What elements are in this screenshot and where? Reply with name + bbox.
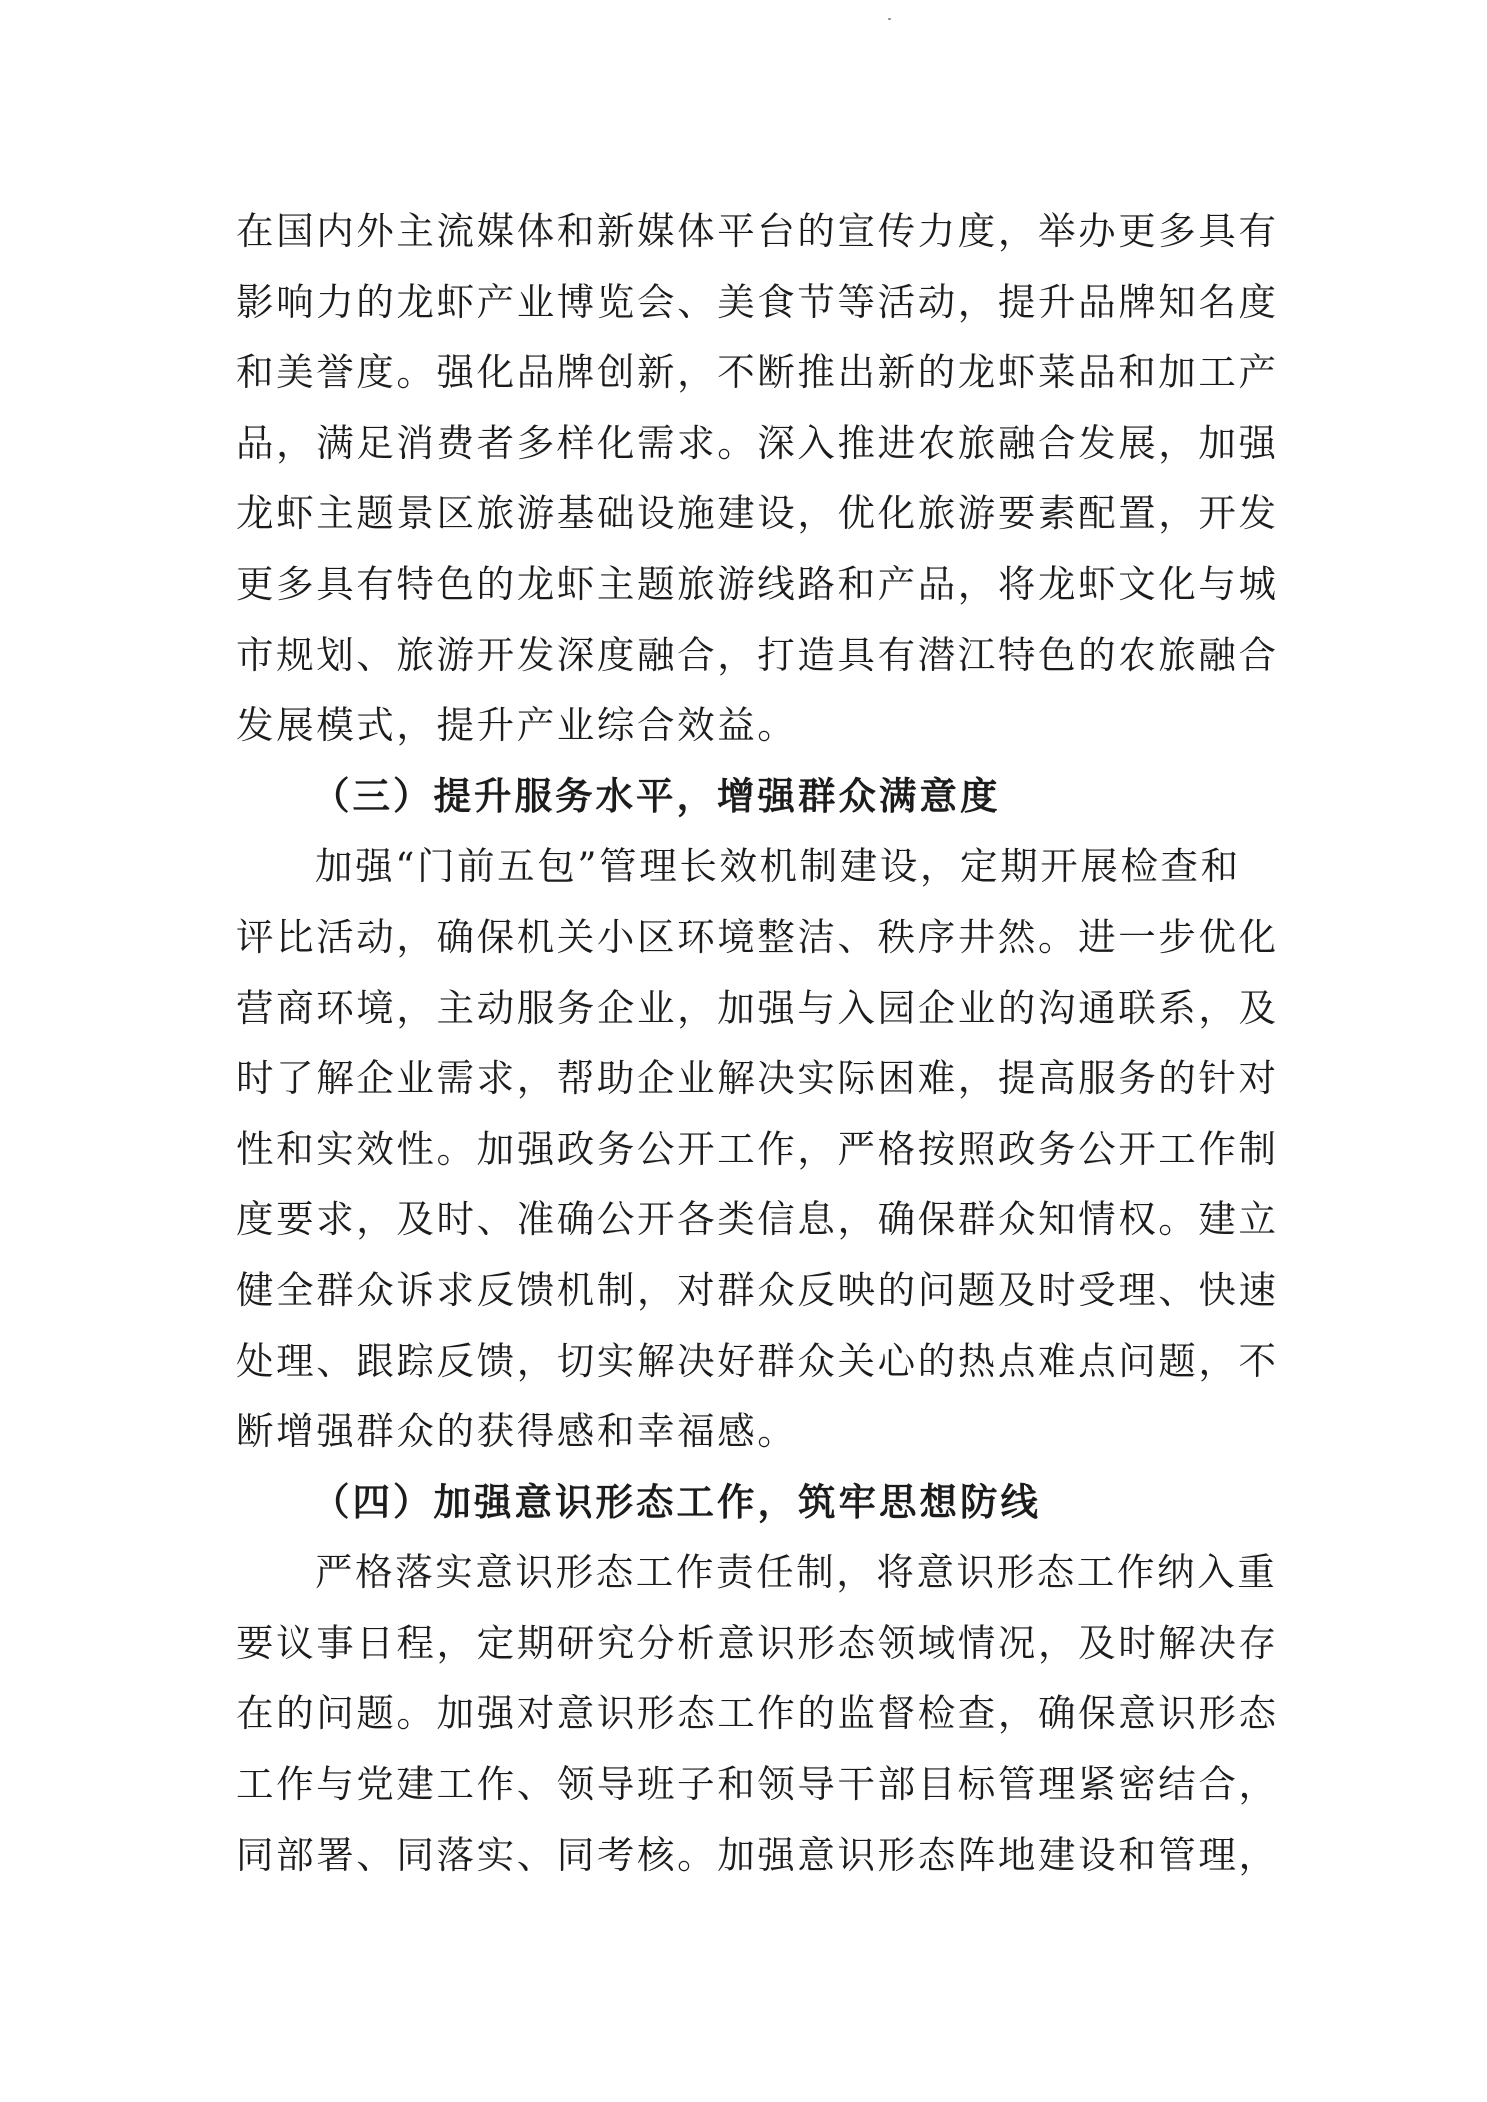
text-line: 和美誉度。强化品牌创新，不断推出新的龙虾菜品和加工产 [236,350,1279,395]
text-line: 工作与党建工作、领导班子和领导干部目标管理紧密结合， [236,1762,1279,1807]
text-line: 处理、跟踪反馈，切实解决好群众关心的热点难点问题，不 [236,1338,1279,1383]
text-line: 营商环境，主动服务企业，加强与入园企业的沟通联系，及 [236,985,1279,1030]
text-line: 同部署、同落实、同考核。加强意识形态阵地建设和管理， [236,1832,1279,1877]
text-line: 市规划、旅游开发深度融合，打造具有潜江特色的农旅融合 [236,632,1279,677]
section-heading-4: （四）加强意识形态工作，筑牢思想防线 [312,1479,1041,1524]
text-line: 在国内外主流媒体和新媒体平台的宣传力度，举办更多具有 [236,209,1279,253]
text-line: 时了解企业需求，帮助企业解决实际困难，提高服务的针对 [236,1056,1279,1101]
text-line: 健全群众诉求反馈机制，对群众反映的问题及时受理、快速 [236,1267,1279,1312]
text-line: 度要求，及时、准确公开各类信息，确保群众知情权。建立 [236,1197,1279,1242]
text-line: 性和实效性。加强政务公开工作，严格按照政务公开工作制 [236,1126,1279,1171]
text-line: 龙虾主题景区旅游基础设施建设，优化旅游要素配置，开发 [236,491,1279,536]
section-heading-3: （三）提升服务水平，增强群众满意度 [312,773,1001,818]
paragraph-first-line: 加强“门前五包”管理长效机制建设，定期开展检查和 [315,844,1241,889]
text-line: 评比活动，确保机关小区环境整洁、秩序井然。进一步优化 [236,914,1279,959]
text-line: 要议事日程，定期研究分析意识形态领域情况，及时解决存 [236,1620,1279,1665]
text-line: 在的问题。加强对意识形态工作的监督检查，确保意识形态 [236,1691,1279,1736]
text-line: 更多具有特色的龙虾主题旅游线路和产品，将龙虾文化与城 [236,561,1279,606]
paragraph-first-line: 严格落实意识形态工作责任制，将意识形态工作纳入重 [315,1550,1278,1595]
text-line: 影响力的龙虾产业博览会、美食节等活动，提升品牌知名度 [236,279,1279,324]
text-line: 发展模式，提升产业综合效益。 [236,703,798,748]
text-line: 品，满足消费者多样化需求。深入推进农旅融合发展，加强 [236,420,1279,465]
scan-speck [888,18,891,20]
document-body [236,196,1281,1890]
text-line: 断增强群众的获得感和幸福感。 [236,1409,798,1454]
